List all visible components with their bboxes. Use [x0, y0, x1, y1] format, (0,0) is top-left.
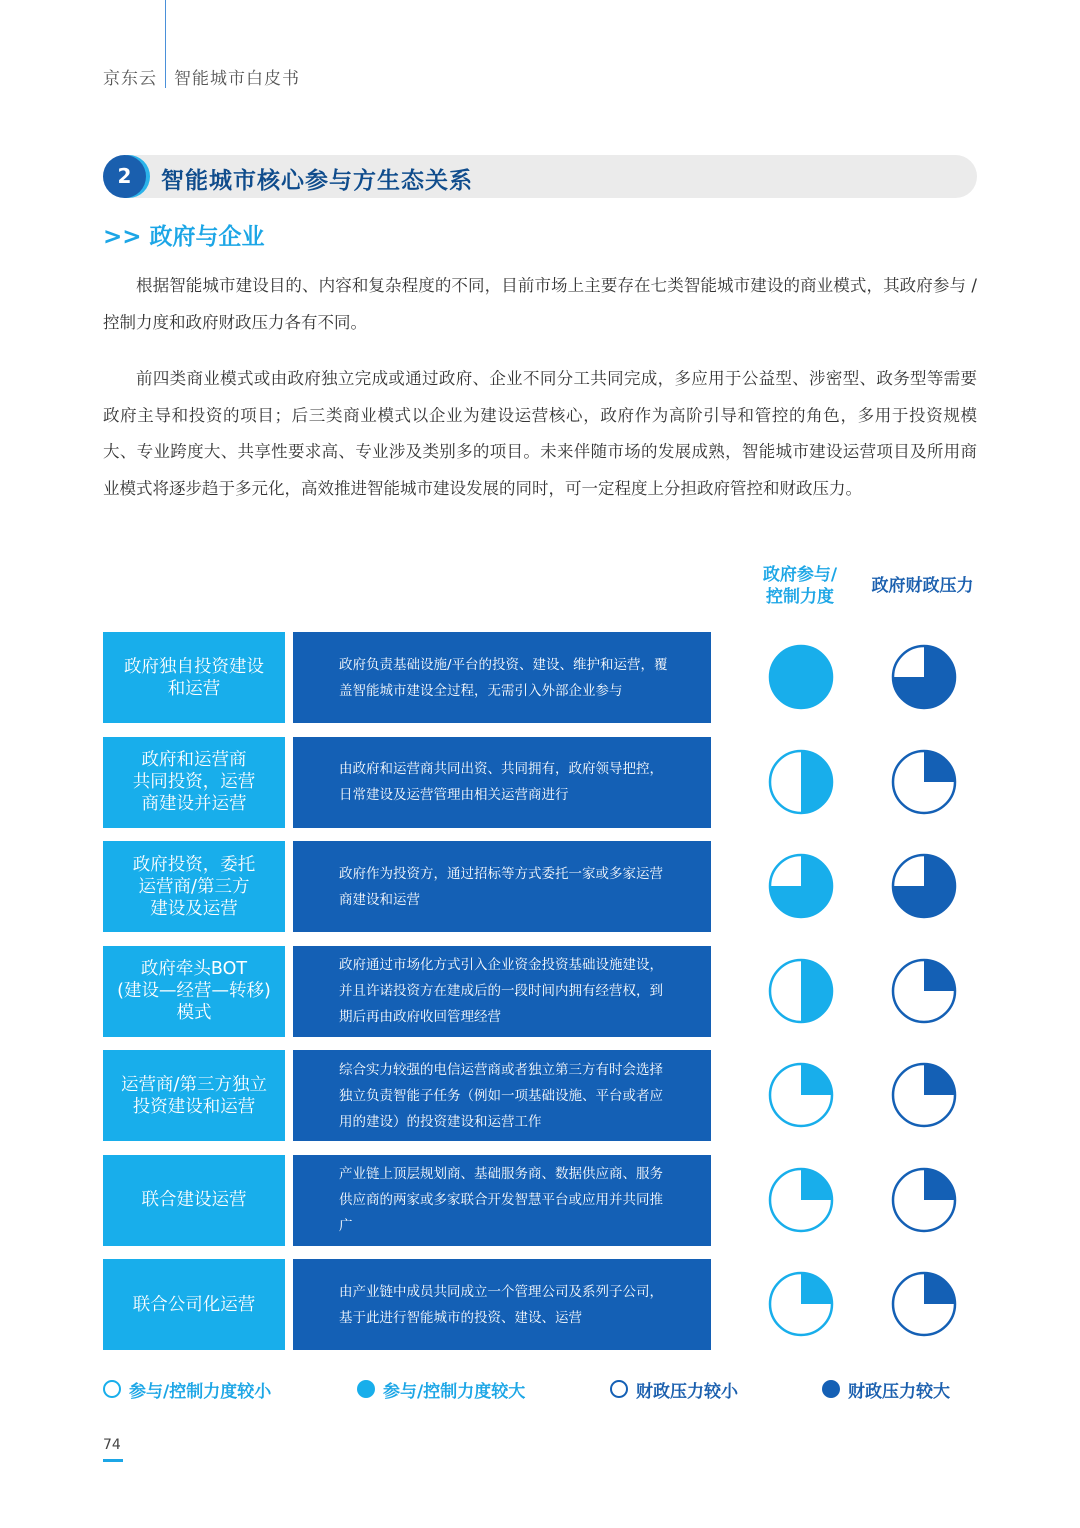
legend-fin-high [822, 1376, 950, 1402]
model-description-cell: 产业链上顶层规划商、基础服务商、数据供应商、服务供应商的两家或多家联合开发智慧平台或应用并共同推广 [293, 1155, 711, 1246]
model-description-cell: 政府作为投资方，通过招标等方式委托一家或多家运营商建设和运营 [293, 841, 711, 932]
model-description-cell: 政府通过市场化方式引入企业资金投资基础设施建设，并且许诺投资方在建成后的一段时间内拥有经营权，到期后再由政府收回管理经营 [293, 946, 711, 1037]
pie-fill [924, 1273, 955, 1304]
model-name-cell: 联合公司化运营 [103, 1259, 285, 1350]
gov-control-pie-icon [767, 748, 835, 816]
model-name-cell: 政府和运营商 共同投资，运营 商建设并运营 [103, 737, 285, 828]
gov-control-pie-icon [767, 1061, 835, 1129]
paragraph-2: 前四类商业模式或由政府独立完成或通过政府、企业不同分工共同完成，多应用于公益型、涉密型、政务型等需要政府主导和投资的项目；后三类商业模式以企业为建设运营核心，政府作为高阶引导和管控的角色，多用于投资规模大、专业跨度大、共享性要求高、专业涉及类别多的项目。未来伴随市场的发展成熟，智能城市建设运营项目及所用商业模式将逐步趋于多元化，高效推进智能城市建设发展的同时，可一定程度上分担政府管控和财政压力。 [103, 369, 977, 498]
fiscal-pressure-pie-icon [890, 1166, 958, 1234]
model-name-cell: 政府牵头BOT (建设—经营—转移) 模式 [103, 946, 285, 1037]
model-name-cell: 运营商/第三方独立 投资建设和运营 [103, 1050, 285, 1141]
pie-fill [924, 1064, 955, 1095]
fiscal-pressure-pie-icon [890, 957, 958, 1025]
pie-fill [801, 1273, 832, 1304]
pie-fill [801, 960, 832, 1022]
pie-fill [801, 751, 832, 813]
page-number-underline [103, 1459, 123, 1462]
gov-control-pie-icon [767, 1270, 835, 1338]
pie-fill [924, 751, 955, 782]
column-header-fiscal-pressure: 政府财政压力 [871, 576, 974, 596]
gov-control-pie-icon [767, 852, 835, 920]
pie-fill [924, 1169, 955, 1200]
fiscal-pressure-pie-icon [890, 748, 958, 816]
table-row [103, 737, 977, 828]
model-name-cell: 政府独自投资建设 和运营 [103, 632, 285, 723]
pie-fill [801, 1064, 832, 1095]
pie-fill [801, 1169, 832, 1200]
fiscal-pressure-pie-icon [890, 1270, 958, 1338]
legend-hollow-light-circle-icon [103, 1380, 121, 1398]
header-doc-title: 智能城市白皮书 [174, 69, 300, 89]
column-header-gov-control: 政府参与/ 控制力度 [762, 565, 838, 607]
table-row [103, 1155, 977, 1246]
legend-label: 财政压力较小 [636, 1381, 738, 1402]
pie-fill [770, 646, 832, 708]
model-name-cell: 政府投资，委托 运营商/第三方 建设及运营 [103, 841, 285, 932]
table-row [103, 632, 977, 723]
model-name-cell: 联合建设运营 [103, 1155, 285, 1246]
legend-gov-high [357, 1376, 525, 1402]
gov-control-pie-icon [767, 643, 835, 711]
fiscal-pressure-pie-icon [890, 852, 958, 920]
section-title: 智能城市核心参与方生态关系 [161, 168, 473, 194]
model-description-cell: 由政府和运营商共同出资、共同拥有，政府领导把控，日常建设及运营管理由相关运营商进行 [293, 737, 711, 828]
table-row [103, 946, 977, 1037]
pie-fill [924, 960, 955, 991]
table-row [103, 1050, 977, 1141]
gov-control-pie-icon [767, 1166, 835, 1234]
paragraph-1: 根据智能城市建设目的、内容和复杂程度的不同，目前市场上主要存在七类智能城市建设的商业模式，其政府参与 / 控制力度和政府财政压力各有不同。 [103, 276, 977, 332]
gov-control-pie-icon [767, 957, 835, 1025]
model-description-cell: 政府负责基础设施/平台的投资、建设、维护和运营，覆盖智能城市建设全过程，无需引入外部企业参与 [293, 632, 711, 723]
legend-label: 参与/控制力度较大 [383, 1381, 526, 1402]
legend-fin-low [610, 1376, 738, 1402]
page-number: 74 [103, 1437, 121, 1453]
legend-gov-low [103, 1376, 271, 1402]
legend-hollow-dark-circle-icon [610, 1380, 628, 1398]
legend-label: 财政压力较大 [848, 1381, 950, 1402]
model-description-cell: 由产业链中成员共同成立一个管理公司及系列子公司，基于此进行智能城市的投资、建设、运营 [293, 1259, 711, 1350]
fiscal-pressure-pie-icon [890, 643, 958, 711]
fiscal-pressure-pie-icon [890, 1061, 958, 1129]
legend-filled-dark-circle-icon [822, 1380, 840, 1398]
legend-filled-light-circle-icon [357, 1380, 375, 1398]
legend-label: 参与/控制力度较小 [129, 1381, 272, 1402]
table-row [103, 1259, 977, 1350]
section-number-badge: 2 [103, 155, 146, 198]
subsection-title: >> 政府与企业 [103, 224, 265, 250]
header-divider [165, 0, 166, 88]
header-brand: 京东云 [103, 69, 157, 89]
table-row [103, 841, 977, 932]
model-description-cell: 综合实力较强的电信运营商或者独立第三方有时会选择独立负责智能子任务（例如一项基础设施、平台或者应用的建设）的投资建设和运营工作 [293, 1050, 711, 1141]
